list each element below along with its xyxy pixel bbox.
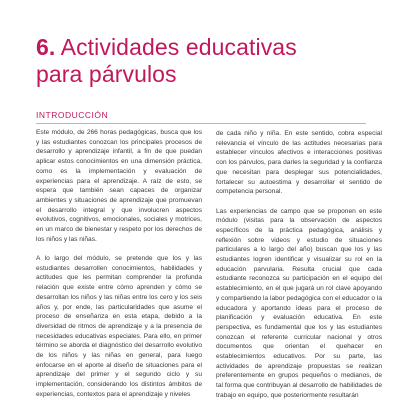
chapter-title-line-1: Actividades educativas	[60, 34, 297, 60]
paragraph: de cada niño y niña. En este sentido, cobra especial relevancia el vínculo de las actitudes necesarias para establecer vínculos afectivos e interacciones positivas con los párvulos, para darles la seguridad y la confianza que necesitan para desplegar sus potencialidades, fortalecer su autoestima y desarrollar el sentido de competencia personal.	[216, 130, 382, 196]
right-column	[216, 129, 382, 410]
chapter-title-line-2: para párvulos	[36, 61, 177, 87]
chapter-title	[36, 34, 297, 88]
chapter-number: 6.	[36, 34, 56, 60]
paragraph: Las experiencias de campo que se proponen en este módulo (visitas para la observación de aspectos específicos de la práctica pedagógica, análisis y reflexión sobre videos y estudio de situaciones particulares a lo largo del año) buscan que los y las estudiantes logren identificar y visualizar su rol en la educación parvularia. Resulta crucial que cada estudiante reconozca su participación en el equipo del establecimiento, en el que jugará un rol clave apoyando y compartiendo la labor pedagógica con el educador o la educadora y aportando ideas para el proceso de planificación y evaluación educativa. En este perspectiva, es fundamental que los y las estudiantes conozcan el referente curricular nacional y otros documentos que orientan el quehacer en establecimientos educativos. Por su parte, las actividades de aprendizaje propuestas se realizan preferentemente en grupos pequeños o medianos, de tal forma que contribuyan al desarrollo de habilidades de trabajo en equipo, que posteriormente resultarán	[216, 207, 382, 399]
paragraph: A lo largo del módulo, se pretende que los y las estudiantes desarrollen conocimientos, habilidades y actitudes que les permitan comprender la profunda relación que existe entre cómo aprenden y cómo se desarrollan los niños y las niñas entre los cero y los seis años y, por ende, las particularidades que asume el proceso de enseñanza en esta etapa, debido a la diversidad de ritmos de aprendizaje y a la presencia de necesidades educativas especiales. Para ello, en primer término se aborda el diagnóstico del desarrollo evolutivo de los niños y las niñas en general, para luego enfocarse en el aporte al diseño de situaciones para el aprendizaje del primer y el segundo ciclo y su implementación, considerando los distintos ámbitos de experiencias, contextos para el aprendizaje y niveles	[36, 255, 202, 398]
section-divider	[36, 123, 366, 124]
left-column	[36, 128, 202, 409]
section-heading: INTRODUCCIÓN	[36, 110, 109, 120]
paragraph: Este módulo, de 266 horas pedagógicas, busca que los y las estudiantes conozcan los principales procesos de desarrollo y aprendizaje infantil, a fin de que puedan aplicar estos conocimientos en una dimensión práctica, como es la implementación y evaluación de experiencias para el aprendizaje. A raíz de esto, se espera que también sean capaces de organizar ambientes y situaciones de aprendizaje que promuevan el desarrollo integral y que involucren aspectos evolutivos, cognitivos, emocionales, sociales y motrices, en un marco de bienestar y respeto por los derechos de los niños y las niñas.	[36, 129, 202, 243]
